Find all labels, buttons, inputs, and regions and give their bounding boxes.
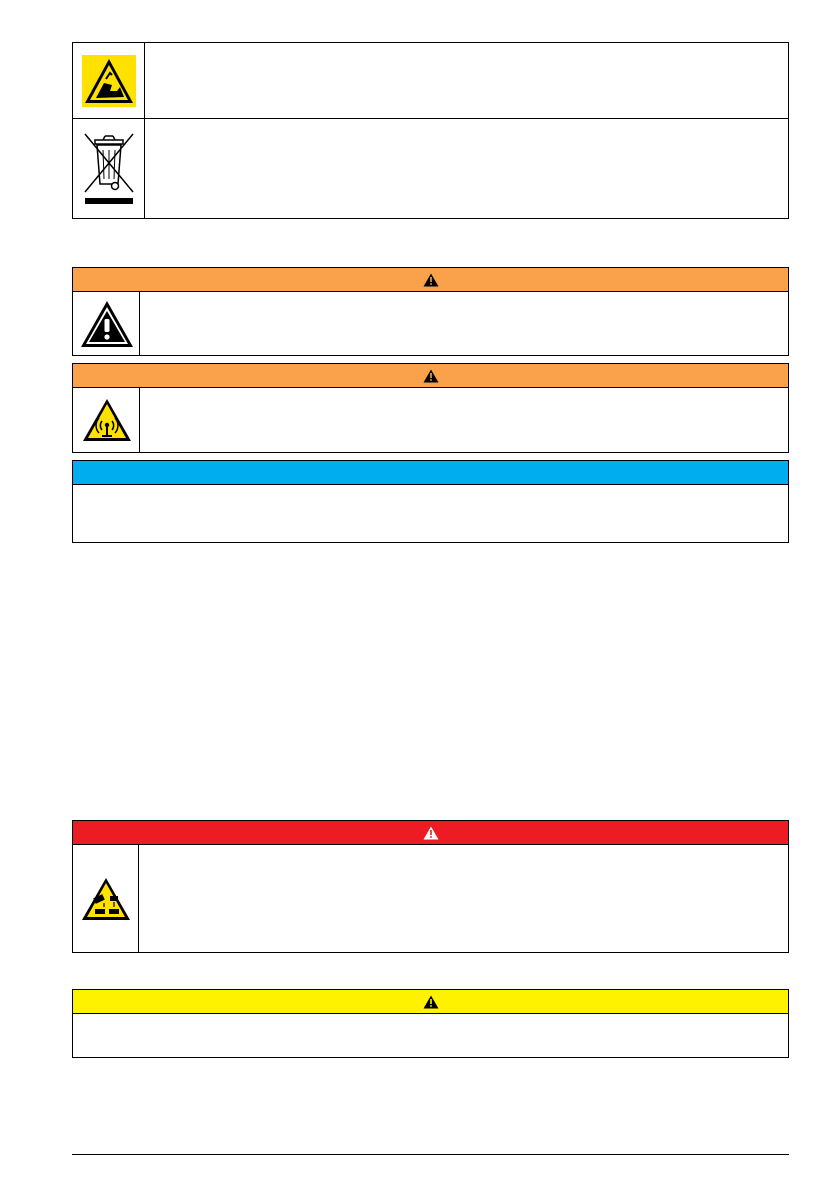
warning-triangle-icon (423, 369, 439, 383)
warning-header-bar (73, 364, 788, 388)
chemical-hazard-icon (80, 876, 132, 922)
warning-icon-cell (73, 292, 140, 355)
non-ionizing-radiation-icon (81, 397, 133, 443)
symbol-table (72, 42, 789, 219)
footer-rule (72, 1154, 789, 1155)
symbol-cell (73, 119, 145, 218)
symbol-row-weee (73, 119, 788, 218)
symbol-cell (73, 43, 145, 118)
warning-triangle-icon (423, 826, 439, 840)
notice-header-bar (73, 461, 788, 485)
danger-header-bar (73, 821, 788, 845)
warning-header-bar (73, 268, 788, 292)
notice-box (72, 460, 789, 543)
caution-header-bar (73, 990, 788, 1014)
exclamation-triangle-icon (79, 299, 135, 349)
warning-triangle-icon (423, 995, 439, 1009)
danger-box (72, 820, 789, 953)
caution-box (72, 989, 789, 1058)
warning-icon-cell (73, 388, 140, 452)
esd-warning-icon (82, 55, 136, 107)
warning-box-2 (72, 363, 789, 453)
warning-triangle-icon (423, 273, 439, 287)
weee-crossed-bin-icon (81, 130, 137, 208)
danger-icon-cell (73, 845, 139, 952)
symbol-row-esd (73, 43, 788, 119)
warning-box-1 (72, 267, 789, 356)
